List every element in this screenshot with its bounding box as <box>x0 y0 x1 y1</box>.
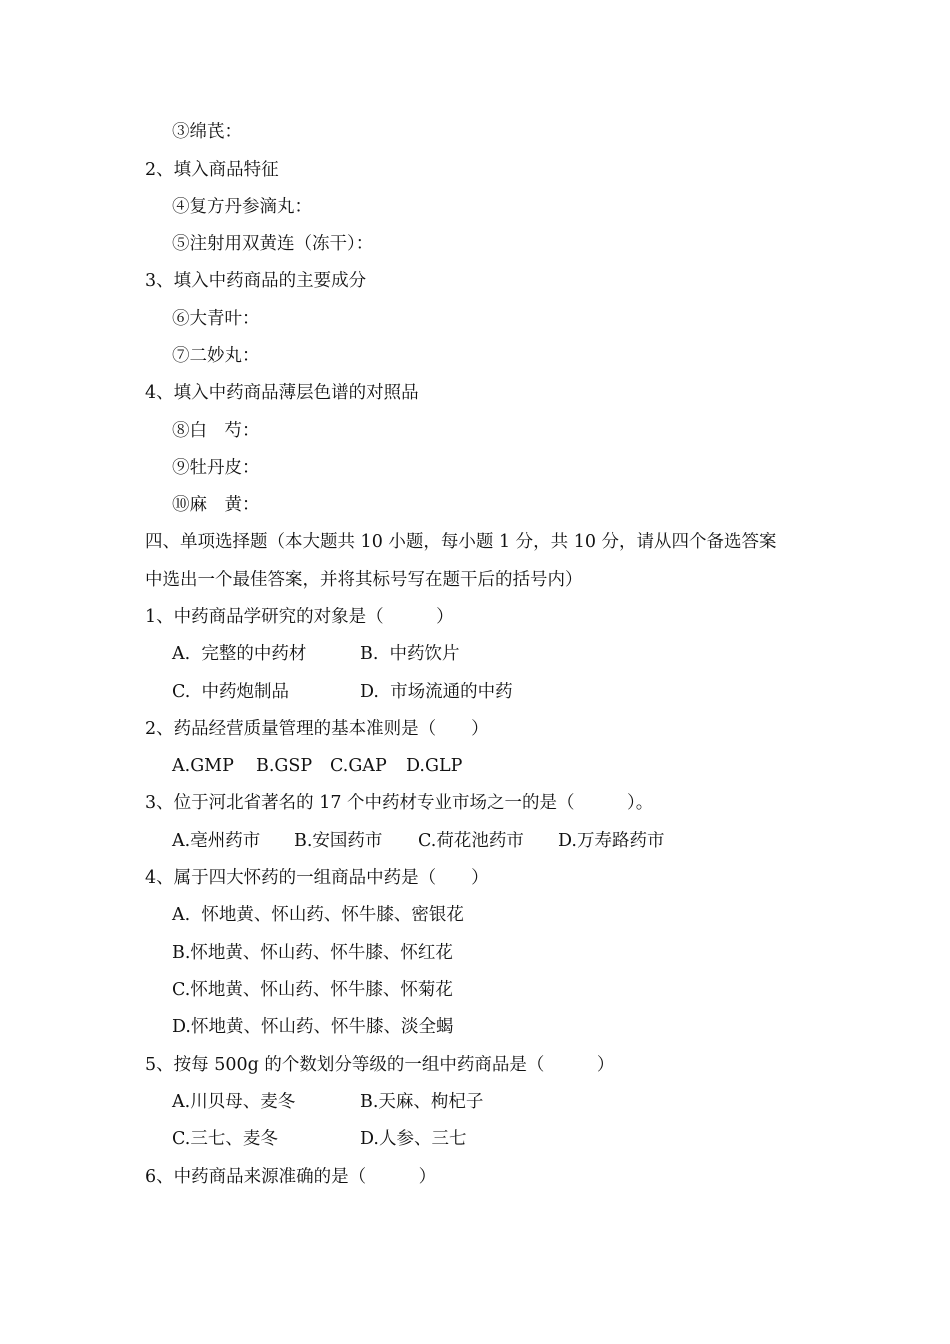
mcq-4-option-c: C.怀地黄、怀山药、怀牛膝、怀菊花 <box>172 980 453 1000</box>
mcq-1-option-c: C. 中药炮制品 <box>172 682 289 702</box>
question-2-title: 2、填入商品特征 <box>145 160 279 180</box>
mcq-5-stem: 5、按每 500g 的个数划分等级的一组中药商品是（ ） <box>145 1055 615 1075</box>
mcq-1-option-b: B. 中药饮片 <box>360 644 460 664</box>
mcq-4-option-a: A. 怀地黄、怀山药、怀牛膝、密银花 <box>172 905 464 925</box>
mcq-3-option-c: C.荷花池药市 <box>418 831 524 851</box>
mcq-5-option-d: D.人参、三七 <box>360 1129 467 1149</box>
question-3-title: 3、填入中药商品的主要成分 <box>145 271 367 291</box>
mcq-4-option-b: B.怀地黄、怀山药、怀牛膝、怀红花 <box>172 943 453 963</box>
mcq-2-stem: 2、药品经营质量管理的基本准则是（ ） <box>145 719 489 739</box>
mcq-1-stem: 1、中药商品学研究的对象是（ ） <box>145 607 454 627</box>
mcq-1-option-d: D. 市场流通的中药 <box>360 682 513 702</box>
fill-item-7: ⑦二妙丸： <box>172 346 260 366</box>
fill-item-8: ⑧白 芍： <box>172 421 260 441</box>
fill-item-9: ⑨牡丹皮： <box>172 458 260 478</box>
fill-item-5: ⑤注射用双黄连（冻干）： <box>172 234 374 254</box>
fill-item-6: ⑥大青叶： <box>172 309 260 329</box>
mcq-3-option-b: B.安国药市 <box>294 831 383 851</box>
section-4-heading-line-1: 四、单项选择题（本大题共 10 小题，每小题 1 分，共 10 分，请从四个备选答案 <box>145 532 777 552</box>
mcq-2-option-b: B.GSP <box>256 756 313 776</box>
mcq-3-option-d: D.万寿路药市 <box>558 831 665 851</box>
fill-item-3: ③绵芪： <box>172 122 242 142</box>
fill-item-10: ⑩麻 黄： <box>172 495 260 515</box>
mcq-2-option-c: C.GAP <box>330 756 387 776</box>
mcq-2-option-d: D.GLP <box>406 756 463 776</box>
mcq-1-option-a: A. 完整的中药材 <box>172 644 307 664</box>
fill-item-4: ④复方丹参滴丸： <box>172 197 312 217</box>
mcq-2-option-a: A.GMP <box>172 756 234 776</box>
mcq-5-option-b: B.天麻、枸杞子 <box>360 1092 484 1112</box>
mcq-4-stem: 4、属于四大怀药的一组商品中药是（ ） <box>145 868 489 888</box>
mcq-3-option-a: A.亳州药市 <box>172 831 261 851</box>
mcq-5-option-c: C.三七、麦冬 <box>172 1129 278 1149</box>
section-4-heading-line-2: 中选出一个最佳答案，并将其标号写在题干后的括号内） <box>145 570 583 590</box>
question-4-title: 4、填入中药商品薄层色谱的对照品 <box>145 383 419 403</box>
mcq-6-stem: 6、中药商品来源准确的是（ ） <box>145 1167 437 1187</box>
mcq-5-option-a: A.川贝母、麦冬 <box>172 1092 296 1112</box>
mcq-4-option-d: D.怀地黄、怀山药、怀牛膝、淡全蝎 <box>172 1017 454 1037</box>
mcq-3-stem: 3、位于河北省著名的 17 个中药材专业市场之一的是（ ）。 <box>145 793 654 813</box>
